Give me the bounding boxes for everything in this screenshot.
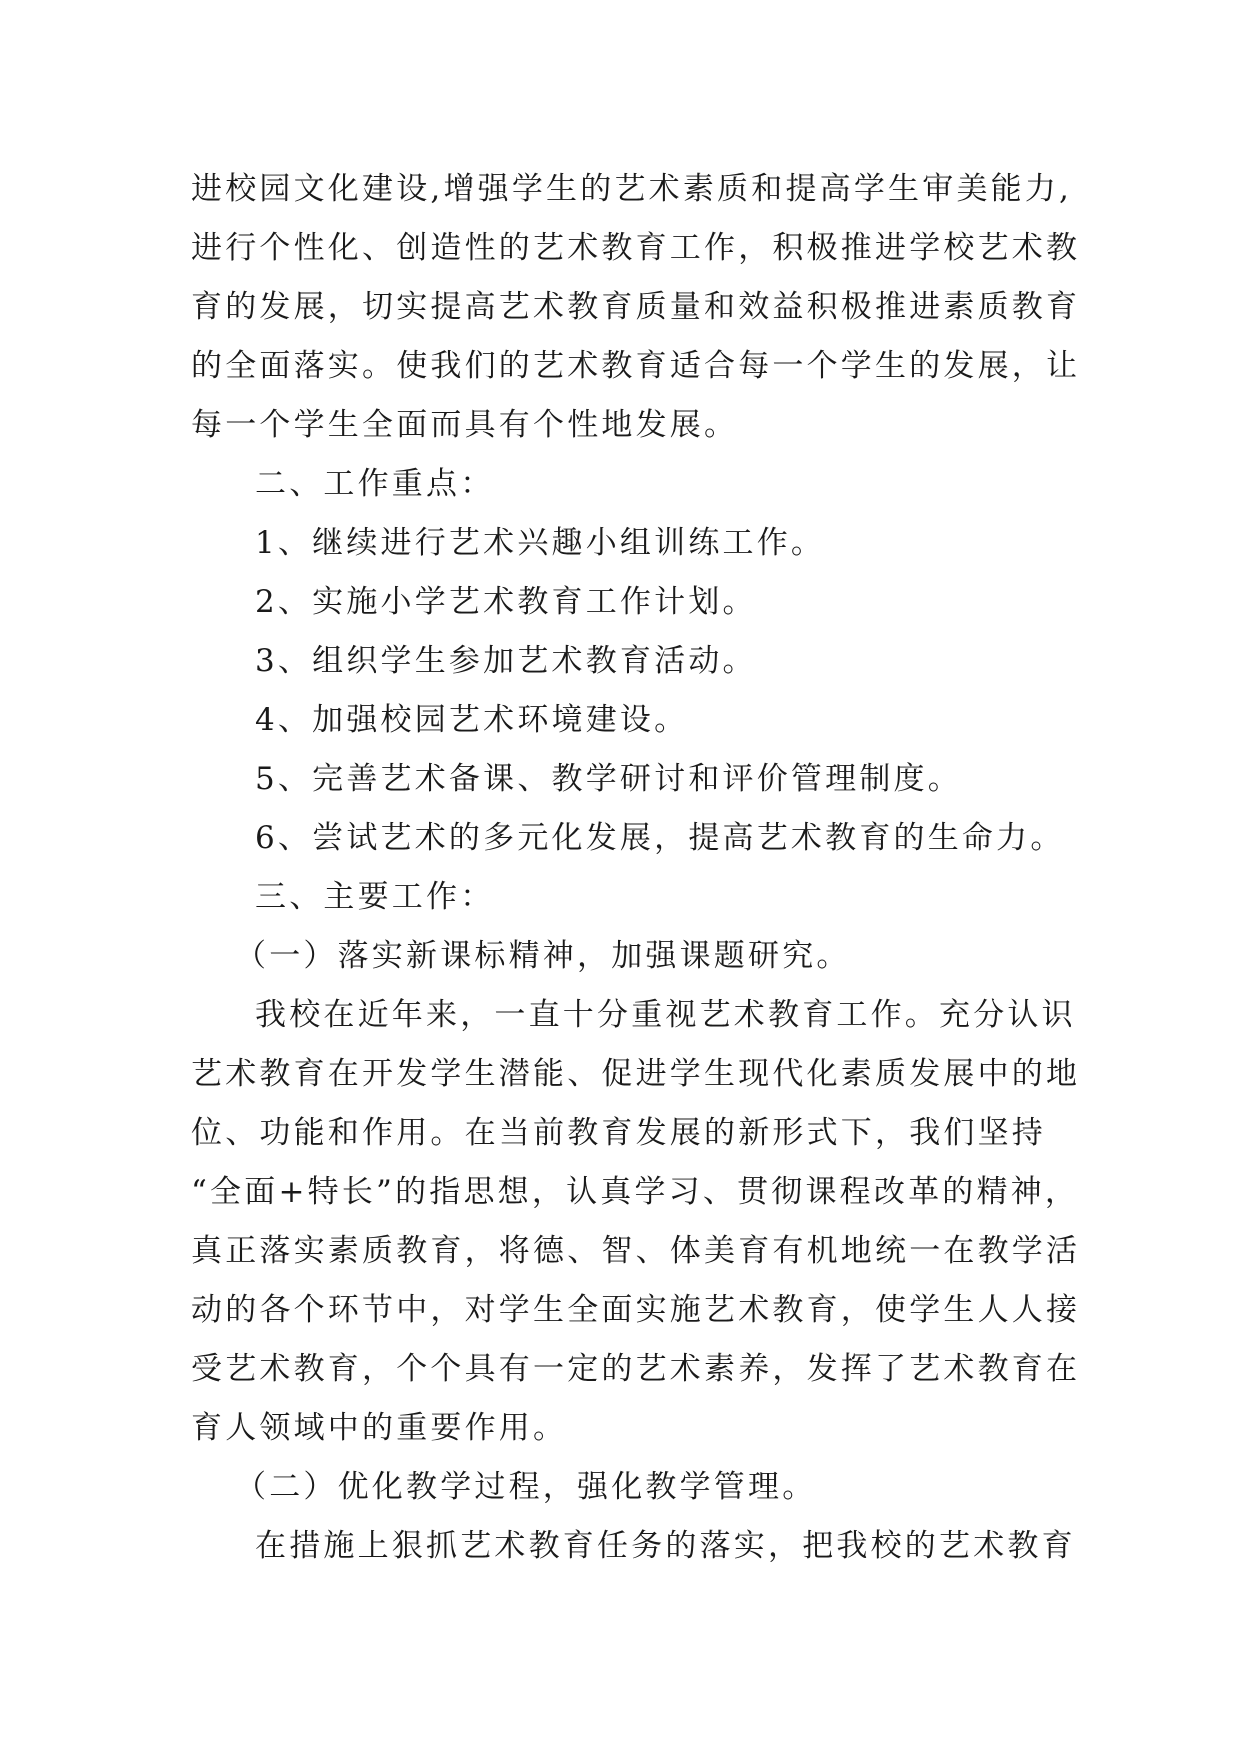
- subsection-heading: （二）优化教学过程，强化教学管理。: [235, 1469, 817, 1505]
- text-line: 真正落实素质教育，将德、智、体美育有机地统一在教学活: [191, 1233, 1081, 1269]
- list-item: 5、完善艺术备课、教学研讨和评价管理制度。: [255, 761, 962, 797]
- list-item: 1、继续进行艺术兴趣小组训练工作。: [255, 525, 826, 561]
- text-line: 每一个学生全面而具有个性地发展。: [191, 407, 739, 443]
- list-item: 2、实施小学艺术教育工作计划。: [255, 584, 757, 620]
- text-line: 动的各个环节中，对学生全面实施艺术教育，使学生人人接: [191, 1292, 1081, 1328]
- subsection-heading: （一）落实新课标精神，加强课题研究。: [235, 938, 851, 974]
- list-item: 3、组织学生参加艺术教育活动。: [255, 643, 757, 679]
- text-line: “全面+特长”的指思想，认真学习、贯彻课程改革的精神，: [191, 1174, 1080, 1210]
- text-line: 育人领域中的重要作用。: [191, 1410, 568, 1446]
- text-line: 受艺术教育，个个具有一定的艺术素养，发挥了艺术教育在: [191, 1351, 1081, 1387]
- list-item: 4、加强校园艺术环境建设。: [255, 702, 689, 738]
- text-line: 位、功能和作用。在当前教育发展的新形式下，我们坚持: [191, 1115, 1046, 1151]
- section-heading: 二、工作重点：: [255, 466, 495, 502]
- text-line: 进行个性化、创造性的艺术教育工作，积极推进学校艺术教: [191, 230, 1081, 266]
- body-text: [191, 160, 1091, 1576]
- text-line: 艺术教育在开发学生潜能、促进学生现代化素质发展中的地: [191, 1056, 1081, 1092]
- text-line: 进校园文化建设,增强学生的艺术素质和提高学生审美能力,: [191, 171, 1073, 207]
- text-line: 我校在近年来，一直十分重视艺术教育工作。充分认识: [255, 997, 1076, 1033]
- text-line: 育的发展，切实提高艺术教育质量和效益积极推进素质教育: [191, 289, 1081, 325]
- section-heading: 三、主要工作：: [255, 879, 495, 915]
- list-item: 6、尝试艺术的多元化发展，提高艺术教育的生命力。: [255, 820, 1065, 856]
- text-line: 在措施上狠抓艺术教育任务的落实，把我校的艺术教育: [255, 1528, 1076, 1564]
- text-line: 的全面落实。使我们的艺术教育适合每一个学生的发展，让: [191, 348, 1081, 384]
